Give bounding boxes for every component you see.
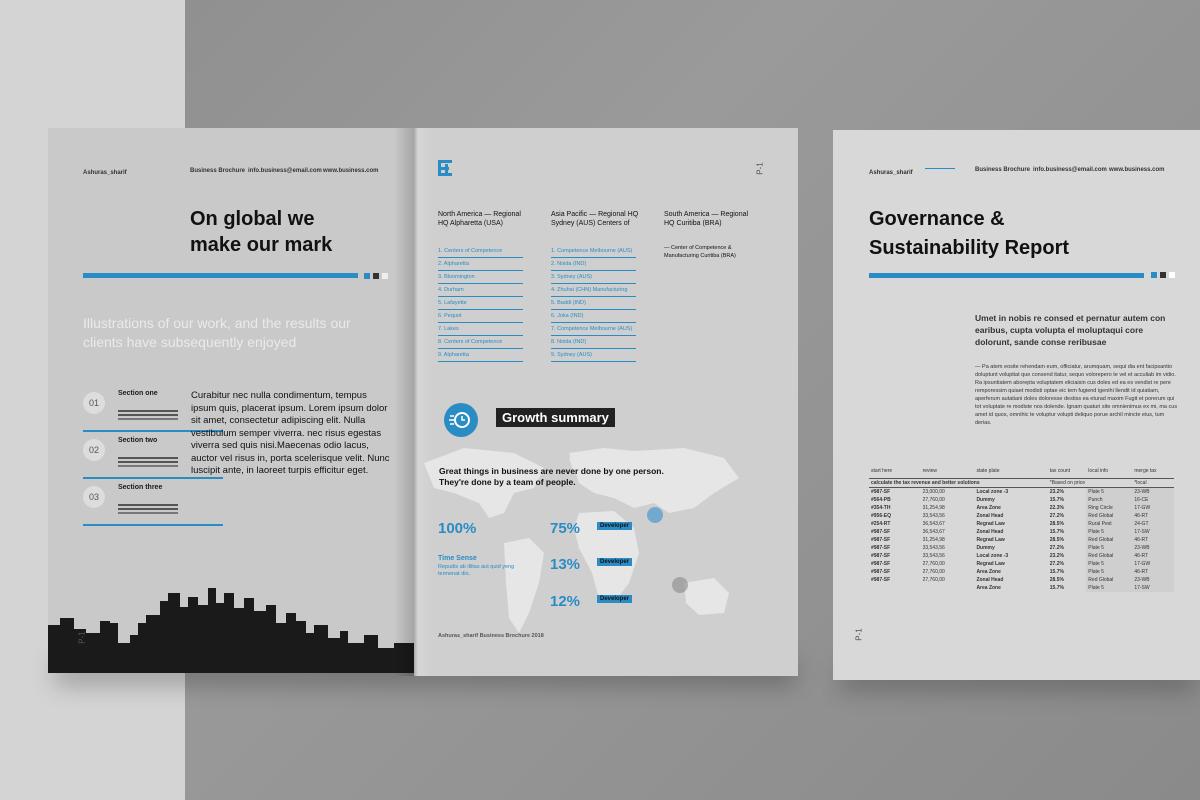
tax-table — [869, 464, 1174, 592]
table-cell: #987-SF — [871, 545, 891, 551]
list-item: 8. Centers of Competence — [438, 336, 523, 349]
table-row — [869, 512, 1174, 520]
table-note: *local — [1132, 479, 1174, 488]
list-item: 5. Lafayette — [438, 297, 523, 310]
section-number: 03 — [83, 486, 105, 508]
table-cell: Ring Circle — [1086, 504, 1132, 512]
list-item: 8. Noida (IND) — [551, 336, 636, 349]
table-row — [869, 528, 1174, 536]
table-cell: #254-RT — [871, 521, 891, 527]
table-cell: 27.2% — [1049, 513, 1064, 519]
table-cell: 27,760,00 — [922, 577, 945, 583]
region-list-north-america — [438, 245, 523, 362]
column-header: local info — [1086, 464, 1132, 479]
table-cell: Rural Pest — [1086, 520, 1132, 528]
accent-square — [1151, 272, 1157, 278]
section-label: Section one — [118, 390, 158, 397]
column-header: state plate — [974, 464, 1047, 479]
table-cell: 15.7% — [1049, 585, 1064, 591]
table-cell: 17-GW — [1132, 560, 1174, 568]
column-header: review — [921, 464, 975, 479]
table-cell: 36,543,67 — [922, 521, 945, 527]
table-cell: Regrad Law — [976, 521, 1005, 527]
accent-square — [364, 273, 370, 279]
table-cell: 28.5% — [1049, 577, 1064, 583]
table-cell: #354-TH — [871, 505, 891, 511]
page-number: P-1 — [854, 628, 864, 641]
middle-page — [414, 128, 798, 676]
section-row — [83, 478, 223, 526]
table-cell: 46-RT — [1132, 536, 1174, 544]
spine-fold — [394, 128, 434, 676]
table-cell: 31,254,98 — [922, 537, 945, 543]
table-cell: 28.5% — [1049, 537, 1064, 543]
table-row — [869, 544, 1174, 552]
email: info.business@email.com — [1033, 167, 1107, 173]
accent-square — [1160, 272, 1166, 278]
table-cell: 17-GW — [1132, 504, 1174, 512]
table-cell: 15.7% — [1049, 529, 1064, 535]
table-cell: 23,000,00 — [922, 489, 945, 495]
region-note-south-america: — Center of Competence & Manufacturing Curitiba (BRA) — [664, 245, 736, 259]
table-cell: 27.2% — [1049, 545, 1064, 551]
list-item: 1. Competence Melbourne (AUS) — [551, 245, 636, 258]
list-item: 4. Zhuhai (CHN) Manufacturing — [551, 284, 636, 297]
table-cell: Plate 5 — [1086, 544, 1132, 552]
list-item: 6. Joka (IND) — [551, 310, 636, 323]
accent-square — [382, 273, 388, 279]
table-cell: #987-SF — [871, 529, 891, 535]
region-heading-asia-pacific: Asia Pacific — Regional HQ Sydney (AUS) Centers of — [551, 211, 639, 227]
table-cell: Regrad Law — [976, 561, 1005, 567]
table-cell: Plate 5 — [1086, 568, 1132, 576]
table-cell: 23.2% — [1049, 489, 1064, 495]
table-cell: Dummy — [976, 497, 995, 503]
table-row — [869, 560, 1174, 568]
list-item: 3. Bloomington — [438, 271, 523, 284]
accent-square — [1169, 272, 1175, 278]
growth-subtitle: Great things in business are never done by one person. They're done by a team of people. — [439, 466, 664, 487]
section-label: Section two — [118, 437, 158, 444]
left-page — [48, 128, 414, 673]
email: info.business@email.com — [248, 168, 322, 174]
logo-icon — [438, 160, 452, 176]
title-line-2: make our mark — [190, 234, 333, 256]
website: www.business.com — [1109, 167, 1165, 173]
page-number: P-1 — [77, 631, 87, 644]
accent-square — [373, 273, 379, 279]
intro-text: Illustrations of our work, and the results our clients have subsequently enjoyed — [83, 315, 351, 350]
title-line-1: Governance & — [869, 208, 1005, 230]
table-cell: 33,543,56 — [922, 545, 945, 551]
list-item: 7. Competence Melbourne (AUS) — [551, 323, 636, 336]
section-desc-lines — [118, 457, 178, 459]
column-header: start here — [869, 464, 921, 479]
table-row — [869, 536, 1174, 544]
table-cell: Plate 5 — [1086, 488, 1132, 497]
column-header: merge tax — [1132, 464, 1174, 479]
table-cell — [921, 584, 975, 592]
table-cell: #987-SF — [871, 577, 891, 583]
table-cell: 27.2% — [1049, 561, 1064, 567]
table-cell: Red Global — [1086, 512, 1132, 520]
table-cell: 16-CE — [1132, 496, 1174, 504]
list-item: 2. Alpharetta — [438, 258, 523, 271]
table-cell: Local zone -3 — [976, 553, 1009, 559]
table-cell: 17-SW — [1132, 528, 1174, 536]
table-cell: Dummy — [976, 545, 995, 551]
website: www.business.com — [323, 168, 379, 174]
list-item: 5. Baddi (IND) — [551, 297, 636, 310]
table-cell: 31,254,98 — [922, 505, 945, 511]
table-cell: #987-SF — [871, 489, 891, 495]
body-text: Curabitur nec nulla condimentum, tempus ipsum quis, placerat ipsum. Lorem ipsum dolor sit amet, consectetur adipiscing elit. Nulla vestibulum semper viverra. nec risus egestas viverra sed quis nisi.Maecenas odio lacus, auctor vel risus in, porta scelerisque velit. Nunc luscipit ante, in laoreet turpis efficitur eget. — [191, 390, 390, 476]
table-row — [869, 568, 1174, 576]
table-cell: 27,760,00 — [922, 497, 945, 503]
section-desc-lines — [118, 410, 178, 412]
table-cell: 23-WB — [1132, 488, 1174, 497]
table-cell: 24-GT — [1132, 520, 1174, 528]
page-number: P-1 — [755, 162, 765, 175]
page-title — [190, 206, 332, 258]
table-cell: Local zone -3 — [976, 489, 1009, 495]
table-cell: 17-SW — [1132, 584, 1174, 592]
stat-value: 12% — [550, 593, 581, 610]
table-cell: 15.7% — [1049, 569, 1064, 575]
section-number: 01 — [83, 392, 105, 414]
stat-tag: Developer — [597, 558, 632, 566]
table-cell: 46-RT — [1132, 552, 1174, 560]
table-cell: Plate 5 — [1086, 528, 1132, 536]
table-cell: Plate 5 — [1086, 560, 1132, 568]
table-cell: Zonal Head — [976, 529, 1004, 535]
table-cell: #987-SF — [871, 537, 891, 543]
stat-main: 100% — [438, 520, 477, 537]
section-number: 02 — [83, 439, 105, 461]
stat-tag: Developer — [597, 595, 632, 603]
table-caption: calculate the tax revenue and better solutions — [869, 479, 1048, 488]
table-cell: 46-RT — [1132, 512, 1174, 520]
table-header-row — [869, 464, 1174, 479]
table-cell: 33,543,56 — [922, 513, 945, 519]
table-note: *Based on price — [1048, 479, 1133, 488]
table-cell: 22.3% — [1049, 505, 1064, 511]
stat-value: 75% — [550, 520, 581, 537]
table-cell: #987-SF — [871, 553, 891, 559]
table-caption-row — [869, 479, 1174, 488]
table-cell: Area Zone — [976, 505, 1001, 511]
stat-value: 13% — [550, 556, 581, 573]
brochure-label: Business Brochure — [190, 168, 246, 174]
region-list-asia-pacific — [551, 245, 636, 362]
title-line-1: On global we — [190, 208, 315, 230]
list-item: 4. Durham — [438, 284, 523, 297]
table-cell: 27,760,00 — [922, 569, 945, 575]
table-cell: Punch — [1086, 496, 1132, 504]
table-cell: Red Global — [1086, 552, 1132, 560]
column-header: tax count — [1048, 464, 1087, 479]
table-row — [869, 576, 1174, 584]
table-cell: 15.7% — [1049, 497, 1064, 503]
table-cell: 23-WB — [1132, 544, 1174, 552]
table-cell: Red Global — [1086, 536, 1132, 544]
lead-text: Umet in nobis re consed et pernatur autem con earibus, cupta volupta el moluptaqui core dolorunt, sande conse reribusae — [975, 313, 1166, 347]
author-name: Ashuras_sharif — [869, 170, 913, 176]
stat-tag: Developer — [597, 522, 632, 530]
list-item: 9. Sydney (AUS) — [551, 349, 636, 362]
paragraph-text: — Pa atem eosite rehendam eum, officiatur, arumquam, sequi dia ent facipsantio doluptunt voluptiat que consend itatur, sequo volorepero te vel et acculiab im vidio. Ra ipsuntiatem aborepta voluptatem eliciaisin cus doles ed ea es vendist re pere remporessim quiaet modisti optae eic tem fugiend igenihi llendit id quiatiam, aperferum autatiani doles doloresse destiss ea eturad maxim Fugit et porerum qui tot voluptate re modiste nos dolende. Ignam quaturi site omnienimus ex mi, ma cus amet id quos, omnihic te voluptur volupti deliquo porue archil mincte eius, tum derias. — [975, 364, 1178, 426]
accent-bar — [869, 273, 1144, 278]
region-heading-north-america: North America — Regional HQ Alpharetta (USA) — [438, 211, 521, 227]
section-desc-lines — [118, 504, 178, 506]
table-cell: #956-EQ — [871, 513, 892, 519]
accent-bar — [83, 273, 358, 278]
table-cell: 36,543,67 — [922, 529, 945, 535]
table-row — [869, 496, 1174, 504]
table-row — [869, 552, 1174, 560]
brochure-label: Business Brochure — [975, 167, 1031, 173]
list-item: 1. Centers of Competence — [438, 245, 523, 258]
city-skyline-image — [48, 563, 414, 673]
table-cell: 33,543,56 — [922, 553, 945, 559]
growth-summary-title: Growth summary — [496, 408, 615, 427]
list-item: 7. Lakes — [438, 323, 523, 336]
region-heading-south-america: South America — Regional HQ Curitiba (BRA) — [664, 211, 749, 227]
list-item: 2. Noida (IND) — [551, 258, 636, 271]
table-row — [869, 584, 1174, 592]
table-cell — [869, 584, 921, 592]
table-cell: #987-SF — [871, 569, 891, 575]
table-cell: 23.2% — [1049, 553, 1064, 559]
table-cell: #564-PB — [871, 497, 891, 503]
table-cell: 27,760,00 — [922, 561, 945, 567]
table-cell: #987-SF — [871, 561, 891, 567]
page-title — [869, 205, 1069, 263]
section-label: Section three — [118, 484, 163, 491]
table-row — [869, 504, 1174, 512]
table-cell: 23-WB — [1132, 576, 1174, 584]
page-footer: Ashuras_sharif Business Brochure 2018 — [438, 633, 544, 639]
header-rule — [925, 168, 955, 169]
author-name: Ashuras_sharif — [83, 170, 127, 176]
table-cell: Zonal Head — [976, 577, 1004, 583]
table-row — [869, 520, 1174, 528]
table-cell: 28.5% — [1049, 521, 1064, 527]
table-cell: Area Zone — [976, 569, 1001, 575]
list-item: 9. Alpharetta — [438, 349, 523, 362]
table-cell: Zonal Head — [976, 513, 1004, 519]
table-cell: Plate 5 — [1086, 584, 1132, 592]
table-cell: Area Zone — [976, 585, 1001, 591]
time-sense-label: Time Sense — [438, 555, 477, 562]
time-sense-desc: Repudis ab illitas aut quid yeng termenat dio. — [438, 564, 515, 577]
table-cell: Red Global — [1086, 576, 1132, 584]
list-item: 3. Sydney (AUS) — [551, 271, 636, 284]
right-page — [833, 130, 1200, 680]
growth-icon — [444, 403, 478, 437]
title-line-2: Sustainability Report — [869, 237, 1070, 259]
table-cell: 46-RT — [1132, 568, 1174, 576]
list-item: 6. Pequot — [438, 310, 523, 323]
table-cell: Regrad Law — [976, 537, 1005, 543]
table-row — [869, 488, 1174, 497]
